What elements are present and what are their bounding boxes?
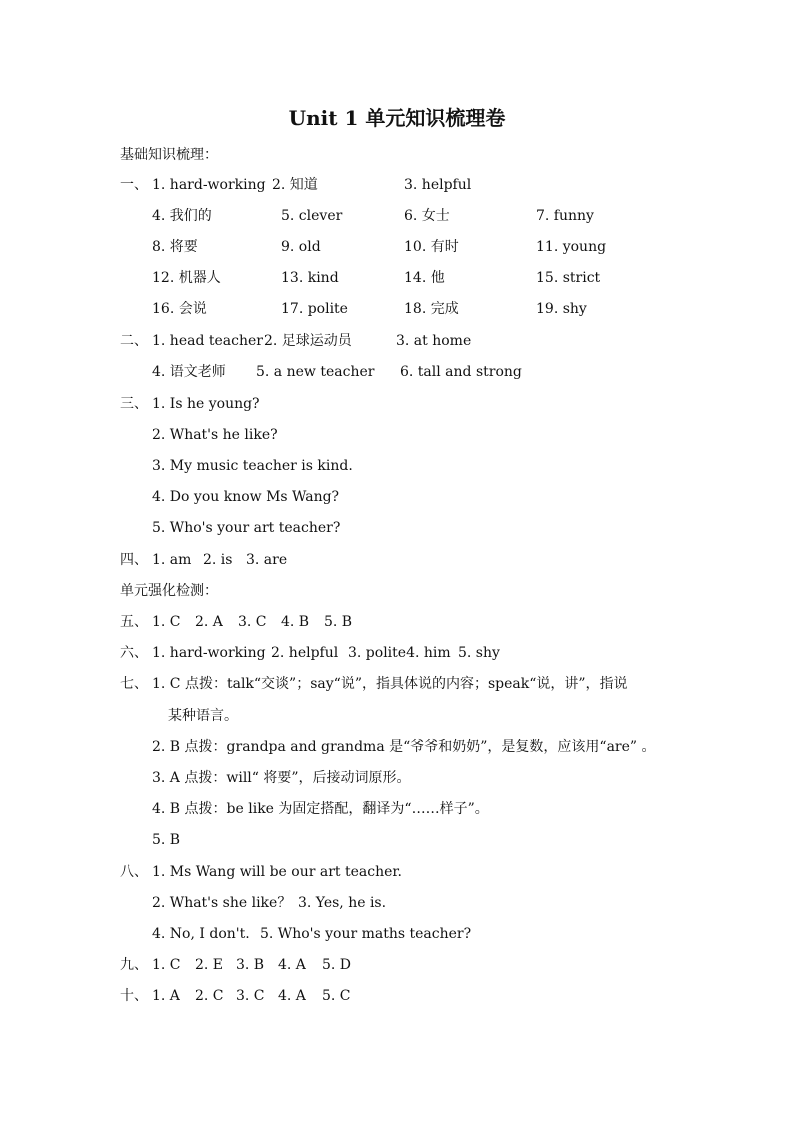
section-4-row: [152, 549, 452, 571]
answer-item: 4. 我们的: [152, 208, 212, 224]
section-3-label: 三、: [120, 396, 148, 412]
answer-item: 5. Who's your art teacher?: [152, 520, 341, 536]
section-1-row-3: [152, 236, 712, 258]
answer-item: 4. Do you know Ms Wang?: [152, 489, 340, 505]
section-9-row: [152, 954, 452, 976]
answer-item: 8. 将要: [152, 239, 198, 255]
answer-item: 3. C: [236, 988, 265, 1004]
section-5-row: [152, 611, 452, 633]
section-6-row: [152, 642, 552, 664]
answer-item: 5. B: [152, 832, 181, 848]
answer-item: 1. C: [152, 957, 181, 973]
section-1-row-2: [152, 205, 712, 227]
answer-item: 4. No, I don't.: [152, 926, 250, 942]
answer-item: 1. hard-working: [152, 177, 266, 193]
part1-heading: 基础知识梳理：: [120, 147, 218, 163]
answer-item: 2. What's he like?: [152, 427, 278, 443]
answer-item: 2. 知道: [272, 177, 318, 193]
answer-item: 2. helpful: [271, 645, 339, 661]
answer-item: 11. young: [536, 239, 607, 255]
answer-item: 7. funny: [536, 208, 594, 224]
answer-item: 3. B: [236, 957, 265, 973]
section-8-row-2: [152, 892, 552, 914]
section-2-row-2: [152, 361, 712, 383]
section-1-row-1: [152, 174, 712, 196]
answer-item: 5. clever: [281, 208, 343, 224]
answer-item: 3. My music teacher is kind.: [152, 458, 353, 474]
answer-item: 5. C: [322, 988, 351, 1004]
answer-item: 4. A: [278, 988, 306, 1004]
answer-item: 15. strict: [536, 270, 601, 286]
answer-item: 19. shy: [536, 301, 587, 317]
answer-item: 2. C: [195, 988, 224, 1004]
answer-item: 3. are: [246, 552, 288, 568]
answer-item: 1. head teacher: [152, 333, 263, 349]
answer-item: 3. C: [238, 614, 267, 630]
answer-item: 16. 会说: [152, 301, 207, 317]
answer-item: 1. C 点拨：talk“交谈”；say“说”，指具体说的内容；speak“说，讲”，指说: [152, 676, 628, 692]
section-9-label: 九、: [120, 957, 148, 973]
section-1-row-4: [152, 267, 712, 289]
section-8-row-3: [152, 923, 552, 945]
answer-item: 12. 机器人: [152, 270, 221, 286]
part2-heading: 单元强化检测：: [120, 583, 218, 599]
page-title: Unit 1 单元知识梳理卷: [288, 106, 506, 130]
answer-item: 5. D: [322, 957, 352, 973]
section-7-label: 七、: [120, 676, 148, 692]
section-2-label: 二、: [120, 333, 148, 349]
answer-item: 5. Who's your maths teacher?: [260, 926, 472, 942]
answer-item: 3. polite4. him: [348, 645, 451, 661]
answer-item: 13. kind: [281, 270, 339, 286]
section-1-label: 一、: [120, 177, 148, 193]
answer-item: 2. is: [203, 552, 233, 568]
answer-item: 3. Yes, he is.: [298, 895, 387, 911]
answer-item: 1. A: [152, 988, 180, 1004]
answer-item: 2. 足球运动员: [264, 333, 352, 349]
answer-item: 3. at home: [396, 333, 472, 349]
answer-item: 17. polite: [281, 301, 348, 317]
answer-item: 5. shy: [458, 645, 500, 661]
answer-item: 1. Ms Wang will be our art teacher.: [152, 864, 402, 880]
answer-item: 1. C: [152, 614, 181, 630]
answer-item: 14. 他: [404, 270, 445, 286]
section-8-label: 八、: [120, 864, 148, 880]
section-5-label: 五、: [120, 614, 148, 630]
answer-item: 6. 女士: [404, 208, 450, 224]
answer-item: 2. B 点拨：grandpa and grandma 是“爷爷和奶奶”，是复数，应该用“are” 。: [152, 739, 656, 755]
answer-item: 6. tall and strong: [400, 364, 522, 380]
section-4-label: 四、: [120, 552, 148, 568]
answer-item: 1. Is he young?: [152, 396, 260, 412]
answer-item: 10. 有时: [404, 239, 459, 255]
answer-item: 5. B: [324, 614, 353, 630]
answer-item: 某种语言。: [168, 708, 238, 724]
answer-item: 2. A: [195, 614, 223, 630]
answer-item: 1. hard-working: [152, 645, 266, 661]
section-10-label: 十、: [120, 988, 148, 1004]
section-10-row: [152, 985, 452, 1007]
answer-item: 4. A: [278, 957, 306, 973]
answer-item: 2. What's she like？: [152, 895, 292, 911]
section-1-row-5: [152, 298, 712, 320]
section-2-row-1: [152, 330, 712, 352]
answer-item: 4. B 点拨：be like 为固定搭配，翻译为“……样子”。: [152, 801, 489, 817]
answer-item: 5. a new teacher: [256, 364, 375, 380]
answer-item: 1. am: [152, 552, 192, 568]
answer-item: 3. A 点拨：will“ 将要”，后接动词原形。: [152, 770, 411, 786]
answer-item: 3. helpful: [404, 177, 472, 193]
answer-item: 4. 语文老师: [152, 364, 226, 380]
answer-item: 18. 完成: [404, 301, 459, 317]
answer-item: 2. E: [195, 957, 224, 973]
answer-item: 9. old: [281, 239, 321, 255]
answer-item: 4. B: [281, 614, 310, 630]
section-6-label: 六、: [120, 645, 148, 661]
